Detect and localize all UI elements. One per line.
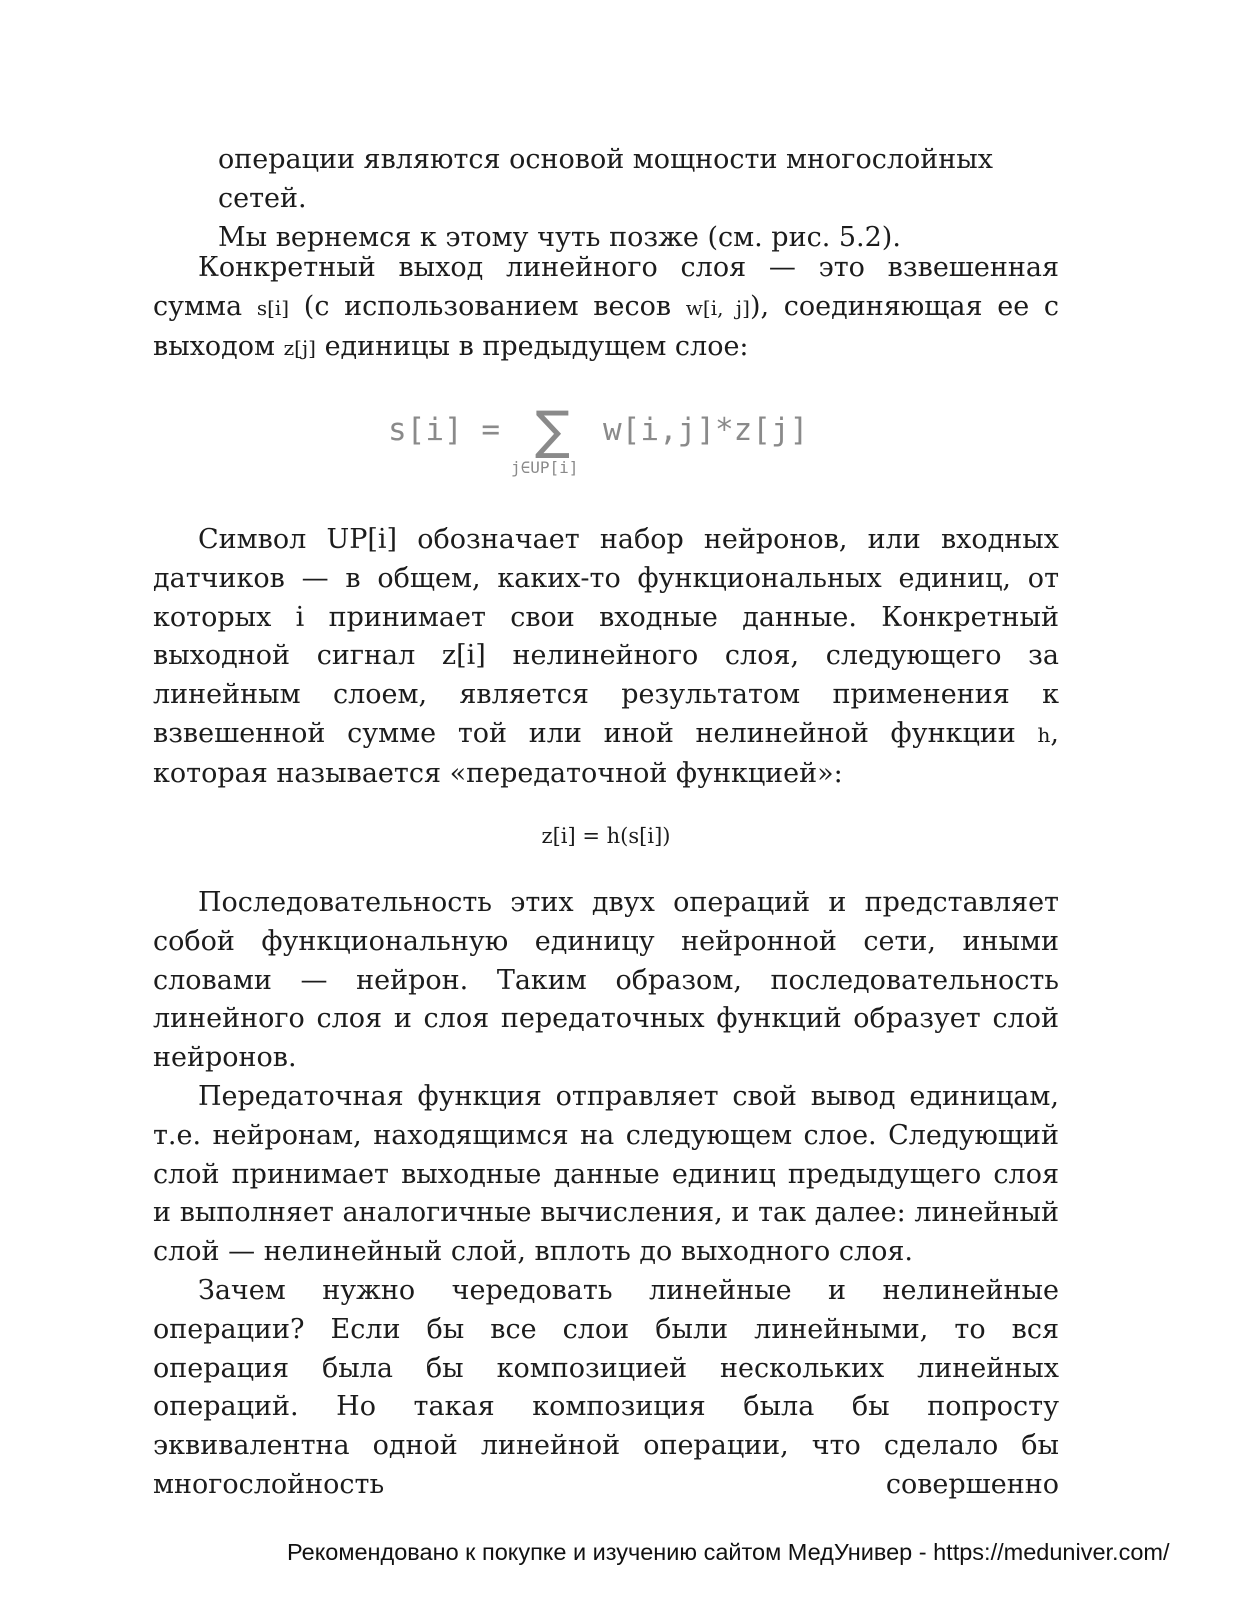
paragraphs-block	[153, 884, 1059, 1505]
paragraph-1-text-d: единицы в предыдущем слое:	[315, 330, 749, 362]
inline-code-w: w[i, j]	[685, 295, 750, 320]
paragraph-1-text-c: ), соединяющая ее с выходом	[153, 290, 1059, 362]
formula-sum-symbol: ∑	[535, 401, 571, 461]
paragraph-3: Последовательность этих двух операций и представляет собой функциональную единицу нейронной сети, иными словами — нейрон. Таким образом, последовательность линейного слоя и слоя передаточных функций образует слой нейронов.	[153, 887, 1059, 1074]
formula-transfer: z[i] = h(s[i])	[541, 824, 671, 848]
paragraph-4: Передаточная функция отправляет свой вывод единицам, т.е. нейронам, находящимся на следующем слое. Следующий слой принимает выходные данные единиц предыдущего слоя и выполняет аналогичные вычисления, и так далее: линейный слой — нелинейный слой, вплоть до выходного слоя.	[153, 1080, 1059, 1268]
paragraph-5: Зачем нужно чередовать линейные и нелинейные операции? Если бы все слои были линейными, то вся операция была бы композицией нескольких линейных операций. Но такая композиция была бы попросту эквивалентна одной линейной операции, что сделало бы многослойность совершенно	[153, 1274, 1059, 1500]
paragraph-2	[153, 521, 1059, 794]
inline-code-s: s[i]	[256, 295, 290, 320]
footer-recommendation: Рекомендовано к покупке и изучению сайтом МедУнивер - https://meduniver.com/	[287, 1539, 1170, 1565]
intro-block	[153, 140, 1059, 257]
intro-line-2: Мы вернемся к этому чуть позже (см. рис. 5.2).	[218, 222, 901, 253]
inline-code-h: h	[1037, 722, 1051, 747]
paragraph-1	[153, 249, 1059, 367]
intro-line-1: операции являются основой мощности многослойных сетей.	[218, 144, 993, 214]
paragraph-2-text-a: Символ UP[i] обозначает набор нейронов, или входных датчиков — в общем, каких-то функциональных единиц, от которых i принимает свои входные данные. Конкретный выходной сигнал z[i] нелинейного слоя, следующего за линейным слоем, является результатом применения к взвешенной сумме той или иной нелинейной функции	[153, 524, 1059, 749]
paragraph-2-block	[153, 521, 1059, 794]
formula-subscript: j∈UP[i]	[511, 458, 579, 477]
paragraph-1-text-b: (с использованием весов	[289, 290, 686, 322]
formula-rhs: w[i,j]*z[j]	[603, 412, 809, 448]
paragraph-2-text-b: , которая называется «передаточной функцией»:	[153, 717, 1059, 789]
formula-weighted-sum	[153, 400, 1059, 490]
formula-lhs: s[i] =	[388, 412, 500, 448]
paragraph-1-block	[153, 249, 1059, 367]
paragraph-1-text-a: Конкретный выход линейного слоя — это взвешенная сумма	[153, 252, 1059, 322]
inline-code-z: z[j]	[283, 335, 316, 360]
